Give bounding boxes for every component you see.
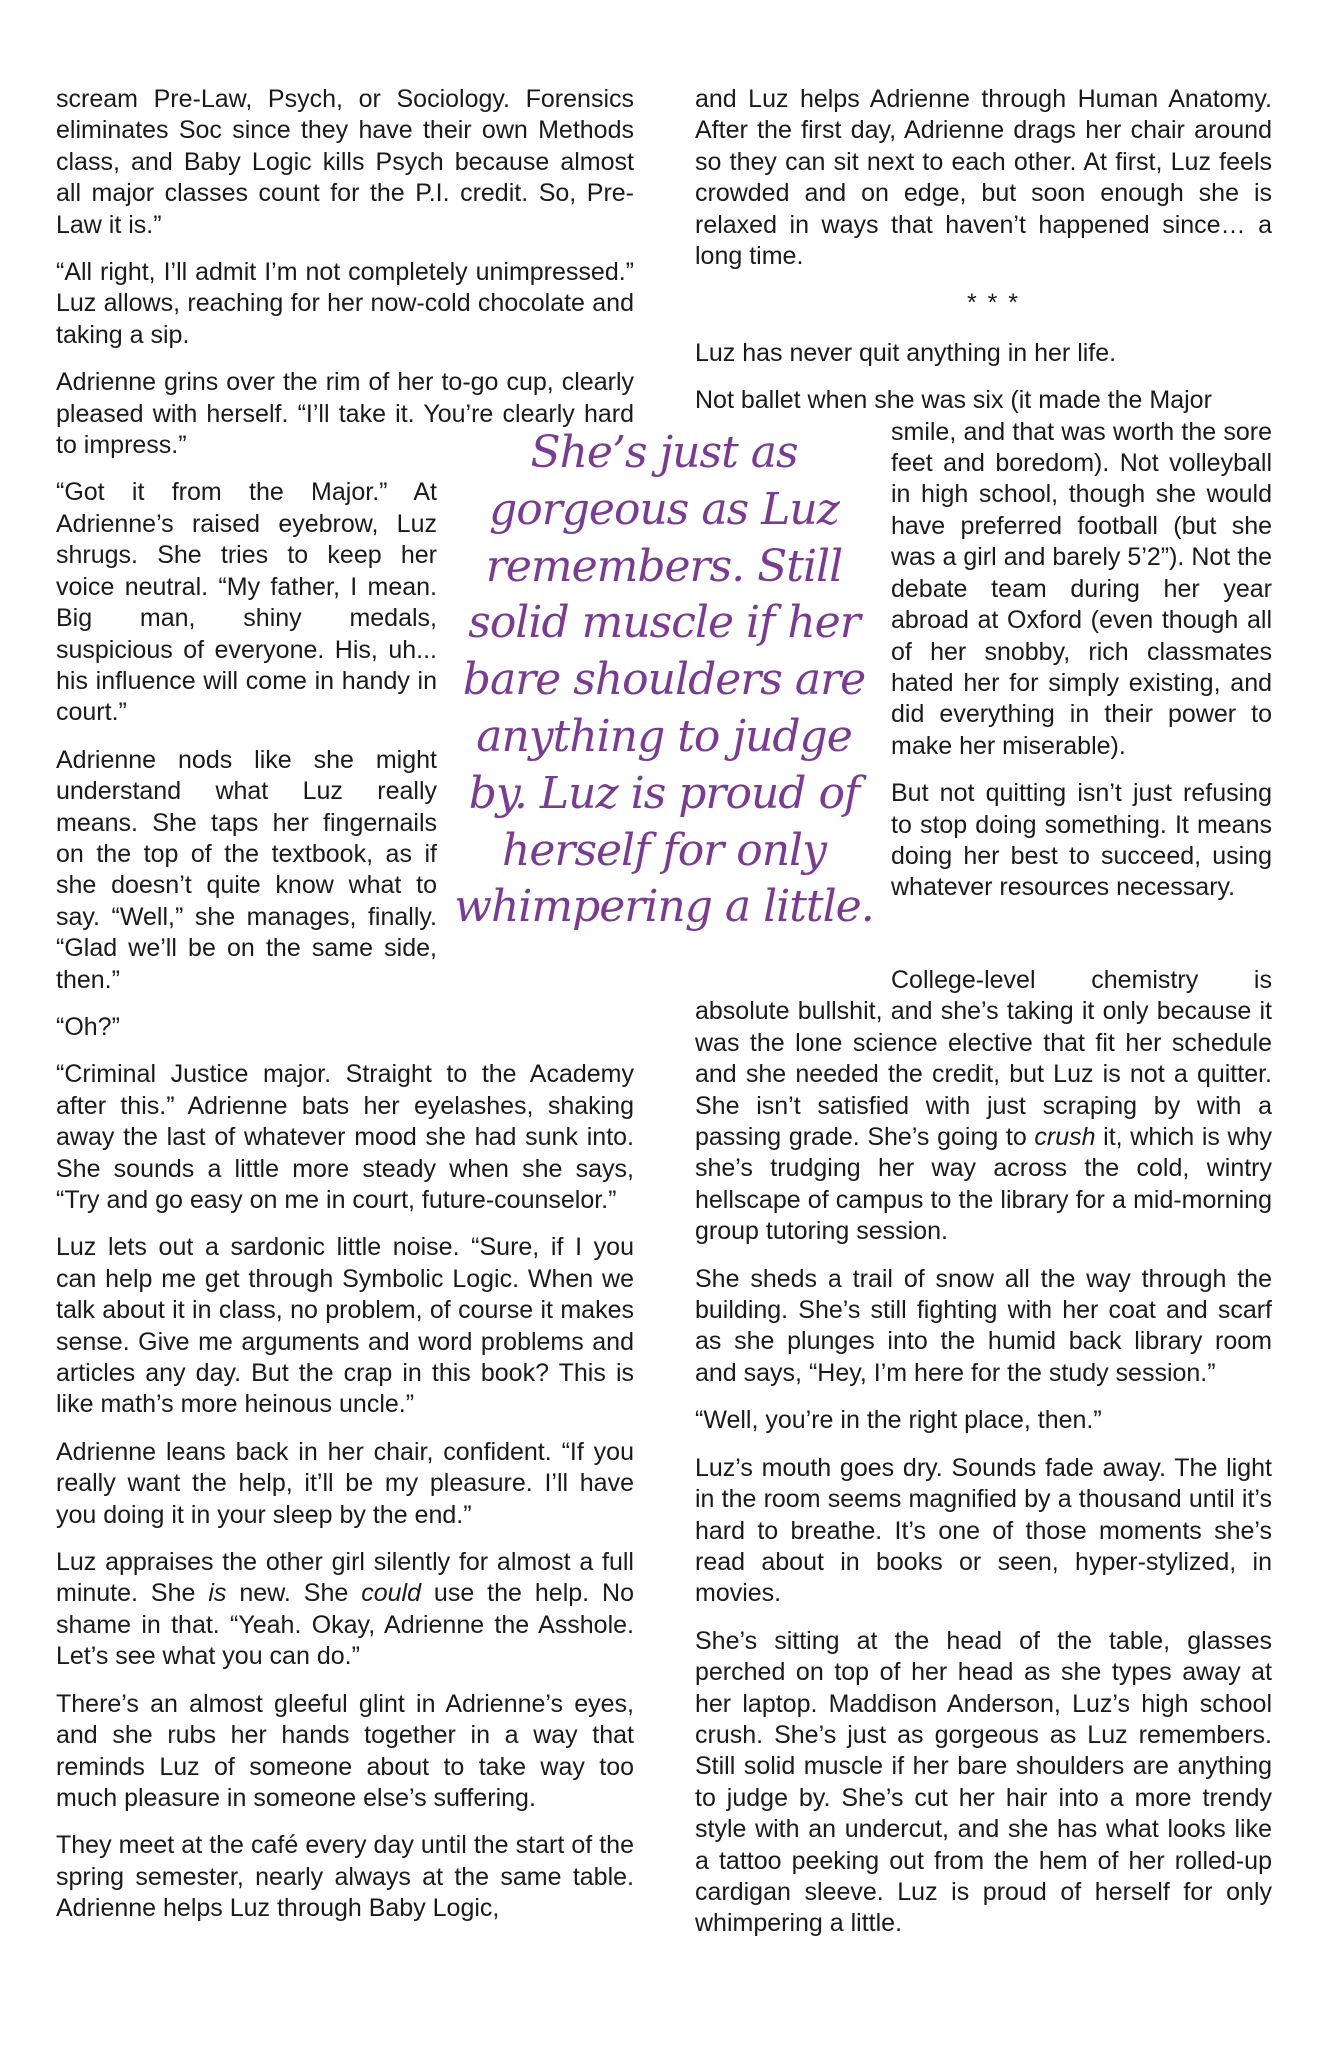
paragraph: There’s an almost gleeful glint in Adrienne’s eyes, and she rubs her hands together in a way that reminds Luz of someone about to take way too much pleasure in someone else’s suffering. xyxy=(56,1689,634,1812)
paragraph: Adrienne nods like she might understand what Luz really means. She taps her fingernails on the top of the textbook, as if she doesn’t quite know what to say. “Well,” she manages, finally. “Glad we’ll be on the same side, then.” xyxy=(56,745,437,994)
paragraph xyxy=(695,965,1272,1248)
text-run: new. She xyxy=(226,1579,362,1608)
pull-quote: She’s just as gorgeous as Luz remembers. Still solid muscle if her bare shoulders are anything to judge by. Luz is proud of herself for only whimpering a little. xyxy=(454,427,874,933)
paragraph: and Luz helps Adrienne through Human Anatomy. After the first day, Adrienne drags her chair around so they can sit next to each other. At first, Luz feels crowded and on edge, but soon enough she is relaxed in ways that haven’t happened since… a long time. xyxy=(695,85,1272,271)
paragraph: She sheds a trail of snow all the way through the building. She’s still fighting with her coat and scarf as she plunges into the humid back library room and says, “Hey, I’m here for the study session.” xyxy=(695,1264,1272,1387)
text-run: use the help. No shame in that. “Yeah. Okay, Adrienne the Asshole. Let’s see what you can do.” xyxy=(56,1579,635,1671)
paragraph: “All right, I’ll admit I’m not completely unimpressed.” Luz allows, reaching for her now-cold chocolate and taking a sip. xyxy=(56,258,634,349)
paragraph: Adrienne leans back in her chair, confident. “If you really want the help, it’ll be my pleasure. I’ll have you doing it in your sleep by the end.” xyxy=(56,1437,634,1529)
paragraph: But not quitting isn’t just refusing to stop doing something. It means doing her best to succeed, using whatever resources necessary. xyxy=(891,779,1272,902)
left-column xyxy=(56,84,634,1941)
paragraph: “Got it from the Major.” At Adrienne’s raised eyebrow, Luz shrugs. She tries to keep her voice neutral. “My father, I mean. Big man, shiny medals, suspicious of everyone. His, uh... his influence will come in handy in court.” xyxy=(56,478,437,727)
paragraph: She’s sitting at the head of the table, glasses perched on top of her head as she types away at her laptop. Maddison Anderson, Luz’s high school crush. She’s just as gorgeous as Luz remembers. Still solid muscle if her bare shoulders are anything to judge by. She’s cut her hair into a more trendy style with an undercut, and she has what looks like a tattoo peeking out from the hem of her rolled-up cardigan sleeve. Luz is proud of herself for only whimpering a little. xyxy=(695,1626,1272,1938)
paragraph: Luz lets out a sardonic little noise. “Sure, if I you can help me get through Symbolic Logic. When we talk about it in class, no problem, of course it makes sense. Give me arguments and word problems and articles any day. But the crap in this book? This is like math’s more heinous uncle.” xyxy=(56,1233,634,1419)
paragraph: Luz has never quit anything in her life. xyxy=(695,338,1117,367)
paragraph: “Well, you’re in the right place, then.” xyxy=(695,1406,1102,1435)
paragraph: Luz’s mouth goes dry. Sounds fade away. The light in the room seems magnified by a thousand until it’s hard to breathe. It’s one of those moments she’s read about in books or seen, hyper-stylized, in movies. xyxy=(695,1453,1272,1608)
text-run: it, which is why she’s trudging her way across the cold, wintry hellscape of campus to the library for a mid-morning group tutoring session. xyxy=(695,1123,1272,1246)
paragraph xyxy=(56,1547,634,1673)
text-run: College-level chemistry is absolute bullshit, and she’s taking it only because it was the lone science elective that fit her schedule and she needed the credit, but Luz is not a quitter. She isn’t satisfied with just scraping by with a passing grade. She’s going to xyxy=(695,966,1272,1152)
paragraph: “Oh?” xyxy=(56,1012,120,1041)
emphasis: crush xyxy=(1034,1123,1096,1152)
paragraph: scream Pre-Law, Psych, or Sociology. Forensics eliminates Soc since they have their own Methods class, and Baby Logic kills Psych because almost all major classes count for the P.I. credit. So, Pre-Law it is.” xyxy=(56,85,634,239)
paragraph: Not ballet when she was six (it made the Major xyxy=(695,386,1212,415)
scene-break: * * * xyxy=(966,289,1021,318)
right-column-lower xyxy=(695,965,1272,1956)
emphasis: is xyxy=(208,1579,227,1608)
paragraph: smile, and that was worth the sore feet and boredom). Not volleyball in high school, though she would have preferred football (but she was a girl and barely 5’2”). Not the debate team during her year abroad at Oxford (even though all of her snobby, rich classmates hated her for simply existing, and did everything in their power to make her miserable). xyxy=(891,417,1272,760)
paragraph: “Criminal Justice major. Straight to the Academy after this.” Adrienne bats her eyelashes, shaking away the last of whatever mood she had sunk into. She sounds a little more steady when she says, “Try and go easy on me in court, future-counselor.” xyxy=(56,1060,634,1214)
paragraph: They meet at the café every day until the start of the spring semester, nearly always at the same table. Adrienne helps Luz through Baby Logic, xyxy=(56,1831,634,1923)
paragraph: Adrienne grins over the rim of her to-go cup, clearly pleased with herself. “I’ll take it. You’re clearly hard to impress.” xyxy=(56,368,634,460)
emphasis: could xyxy=(361,1579,421,1608)
text-run: Luz appraises the other girl silently for almost a full minute. She xyxy=(56,1548,634,1608)
